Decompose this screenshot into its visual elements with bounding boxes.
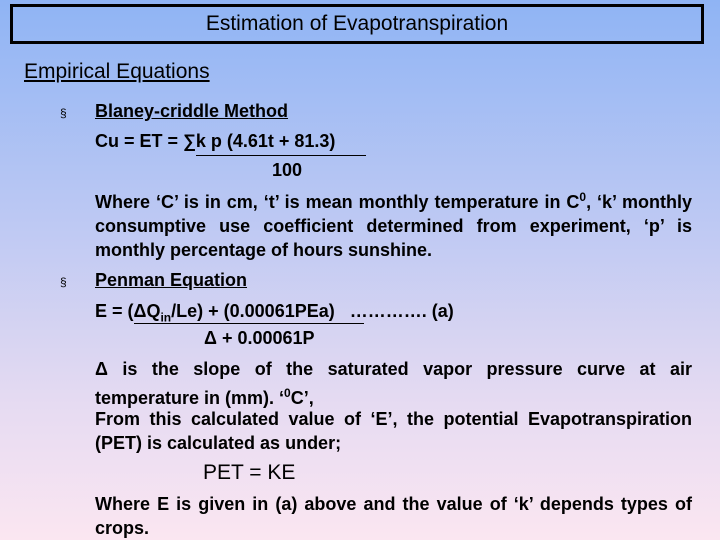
penman-formula-suffix: …………. (a) <box>349 301 454 321</box>
penman-delta-text: Δ is the slope of the saturated vapor pressure curve at air temperature in (mm). ‘ <box>95 359 692 408</box>
penman-equation-title: Penman Equation <box>95 270 248 290</box>
penman-formula-prefix: E = ( <box>95 301 134 321</box>
slide-title-box <box>10 4 704 44</box>
bullet-blaney: § <box>60 106 67 120</box>
penman-denominator: Δ + 0.00061P <box>204 328 315 348</box>
penman-formula-num-a: ΔQ <box>133 301 161 321</box>
bullet-penman: § <box>60 275 67 289</box>
penman-delta-sup: 0 <box>284 386 291 400</box>
pet-equation: PET = KE <box>203 461 296 484</box>
blaney-description-sup: 0 <box>579 190 587 204</box>
penman-formula-sub: in <box>160 310 172 325</box>
blaney-fraction-bar <box>196 155 366 156</box>
slide-title: Estimation of Evapotranspiration <box>205 12 509 35</box>
blaney-method-title: Blaney-criddle Method <box>95 101 289 121</box>
blaney-description-part1: Where ‘C’ is in cm, ‘t’ is mean monthly temperature in C <box>95 192 580 212</box>
penman-pet-description: From this calculated value of ‘E’, the potential Evapotranspiration (PET) is calculated as under; <box>95 409 692 453</box>
closing-description: Where E is given in (a) above and the value of ‘k’ depends types of crops. <box>95 494 692 538</box>
blaney-denominator: 100 <box>272 160 303 180</box>
blaney-description <box>95 185 692 262</box>
penman-delta-end: C’, <box>290 388 314 408</box>
penman-fraction-bar <box>134 323 364 324</box>
penman-delta-description <box>95 357 692 410</box>
blaney-formula-text: Cu = ET = ∑k p (4.61t + 81.3) <box>95 131 336 151</box>
blaney-formula <box>95 131 335 152</box>
section-heading: Empirical Equations <box>24 60 210 83</box>
blaney-description-part2: , ‘k’ monthly consumptive use coefficient determined from experiment, ‘p’ is monthly percentage of hours sunshine. <box>95 192 692 260</box>
penman-formula-num-b: /Le) + (0.00061PEa) <box>171 301 335 321</box>
penman-formula <box>95 301 454 325</box>
